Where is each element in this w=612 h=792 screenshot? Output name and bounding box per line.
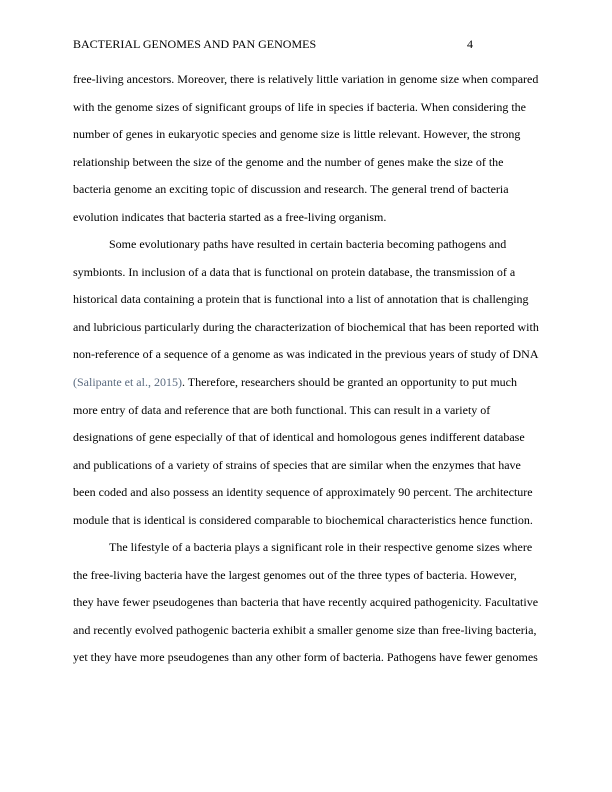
paragraph-2-line: been coded and also possess an identity sequence of approximately 90 percent. The architecture [73, 485, 533, 500]
paragraph-2-line: more entry of data and reference that are both functional. This can result in a variety of [73, 402, 491, 417]
paragraph-2-line: and lubricious particularly during the characterization of biochemical that has been reported with [73, 319, 539, 334]
paragraph-2-line: historical data containing a protein that is functional into a list of annotation that is challenging [73, 292, 529, 307]
paragraph-2-line: designations of gene especially of that of identical and homologous genes indifferent database [73, 430, 525, 445]
paragraph-3-line: they have fewer pseudogenes than bacteria that have recently acquired pathogenicity. Facultative [73, 595, 539, 610]
paragraph-2-line: module that is identical is considered comparable to biochemical characteristics hence function. [73, 512, 533, 527]
paragraph-1-line: free-living ancestors. Moreover, there is relatively little variation in genome size when compared [73, 72, 539, 86]
paragraph-3-line: and recently evolved pathogenic bacteria exhibit a smaller genome size than free-living bacteria, [73, 622, 537, 637]
paragraph-1-line: with the genome sizes of significant groups of life in species if bacteria. When considering the [73, 99, 526, 114]
paragraph-1-line: number of genes in eukaryotic species and genome size is little relevant. However, the strong [73, 127, 521, 142]
paragraph-2-citation-line [73, 369, 553, 397]
citation-line-text: . Therefore, researchers should be granted an opportunity to put much [181, 375, 517, 390]
paragraph-2-line: symbionts. In inclusion of a data that is functional on protein database, the transmission of a [73, 264, 516, 279]
running-head: BACTERIAL GENOMES AND PAN GENOMES [73, 37, 317, 51]
paragraph-2-line: Some evolutionary paths have resulted in certain bacteria becoming pathogens and [109, 237, 507, 252]
paragraph-3-line: the free-living bacteria have the largest genomes out of the three types of bacteria. However, [73, 567, 517, 582]
citation-link[interactable]: (Salipante et al., 2015) [73, 375, 182, 390]
paragraph-2-line: non-reference of a sequence of a genome as was indicated in the previous years of study of DNA [73, 347, 539, 362]
paragraph-3-line: yet they have more pseudogenes than any other form of bacteria. Pathogens have fewer genomes [73, 650, 538, 665]
page-number: 4 [467, 37, 473, 51]
body-text [73, 66, 553, 672]
paragraph-1-line: evolution indicates that bacteria started as a free-living organism. [73, 209, 387, 224]
paragraph-2-line: and publications of a variety of strains of species that are similar when the enzymes that have [73, 457, 521, 472]
paragraph-3-line: The lifestyle of a bacteria plays a significant role in their respective genome sizes where [109, 540, 533, 555]
paragraph-1-line: bacteria genome an exciting topic of discussion and research. The general trend of bacteria [73, 182, 509, 197]
paragraph-1-line: relationship between the size of the genome and the number of genes make the size of the [73, 154, 504, 169]
